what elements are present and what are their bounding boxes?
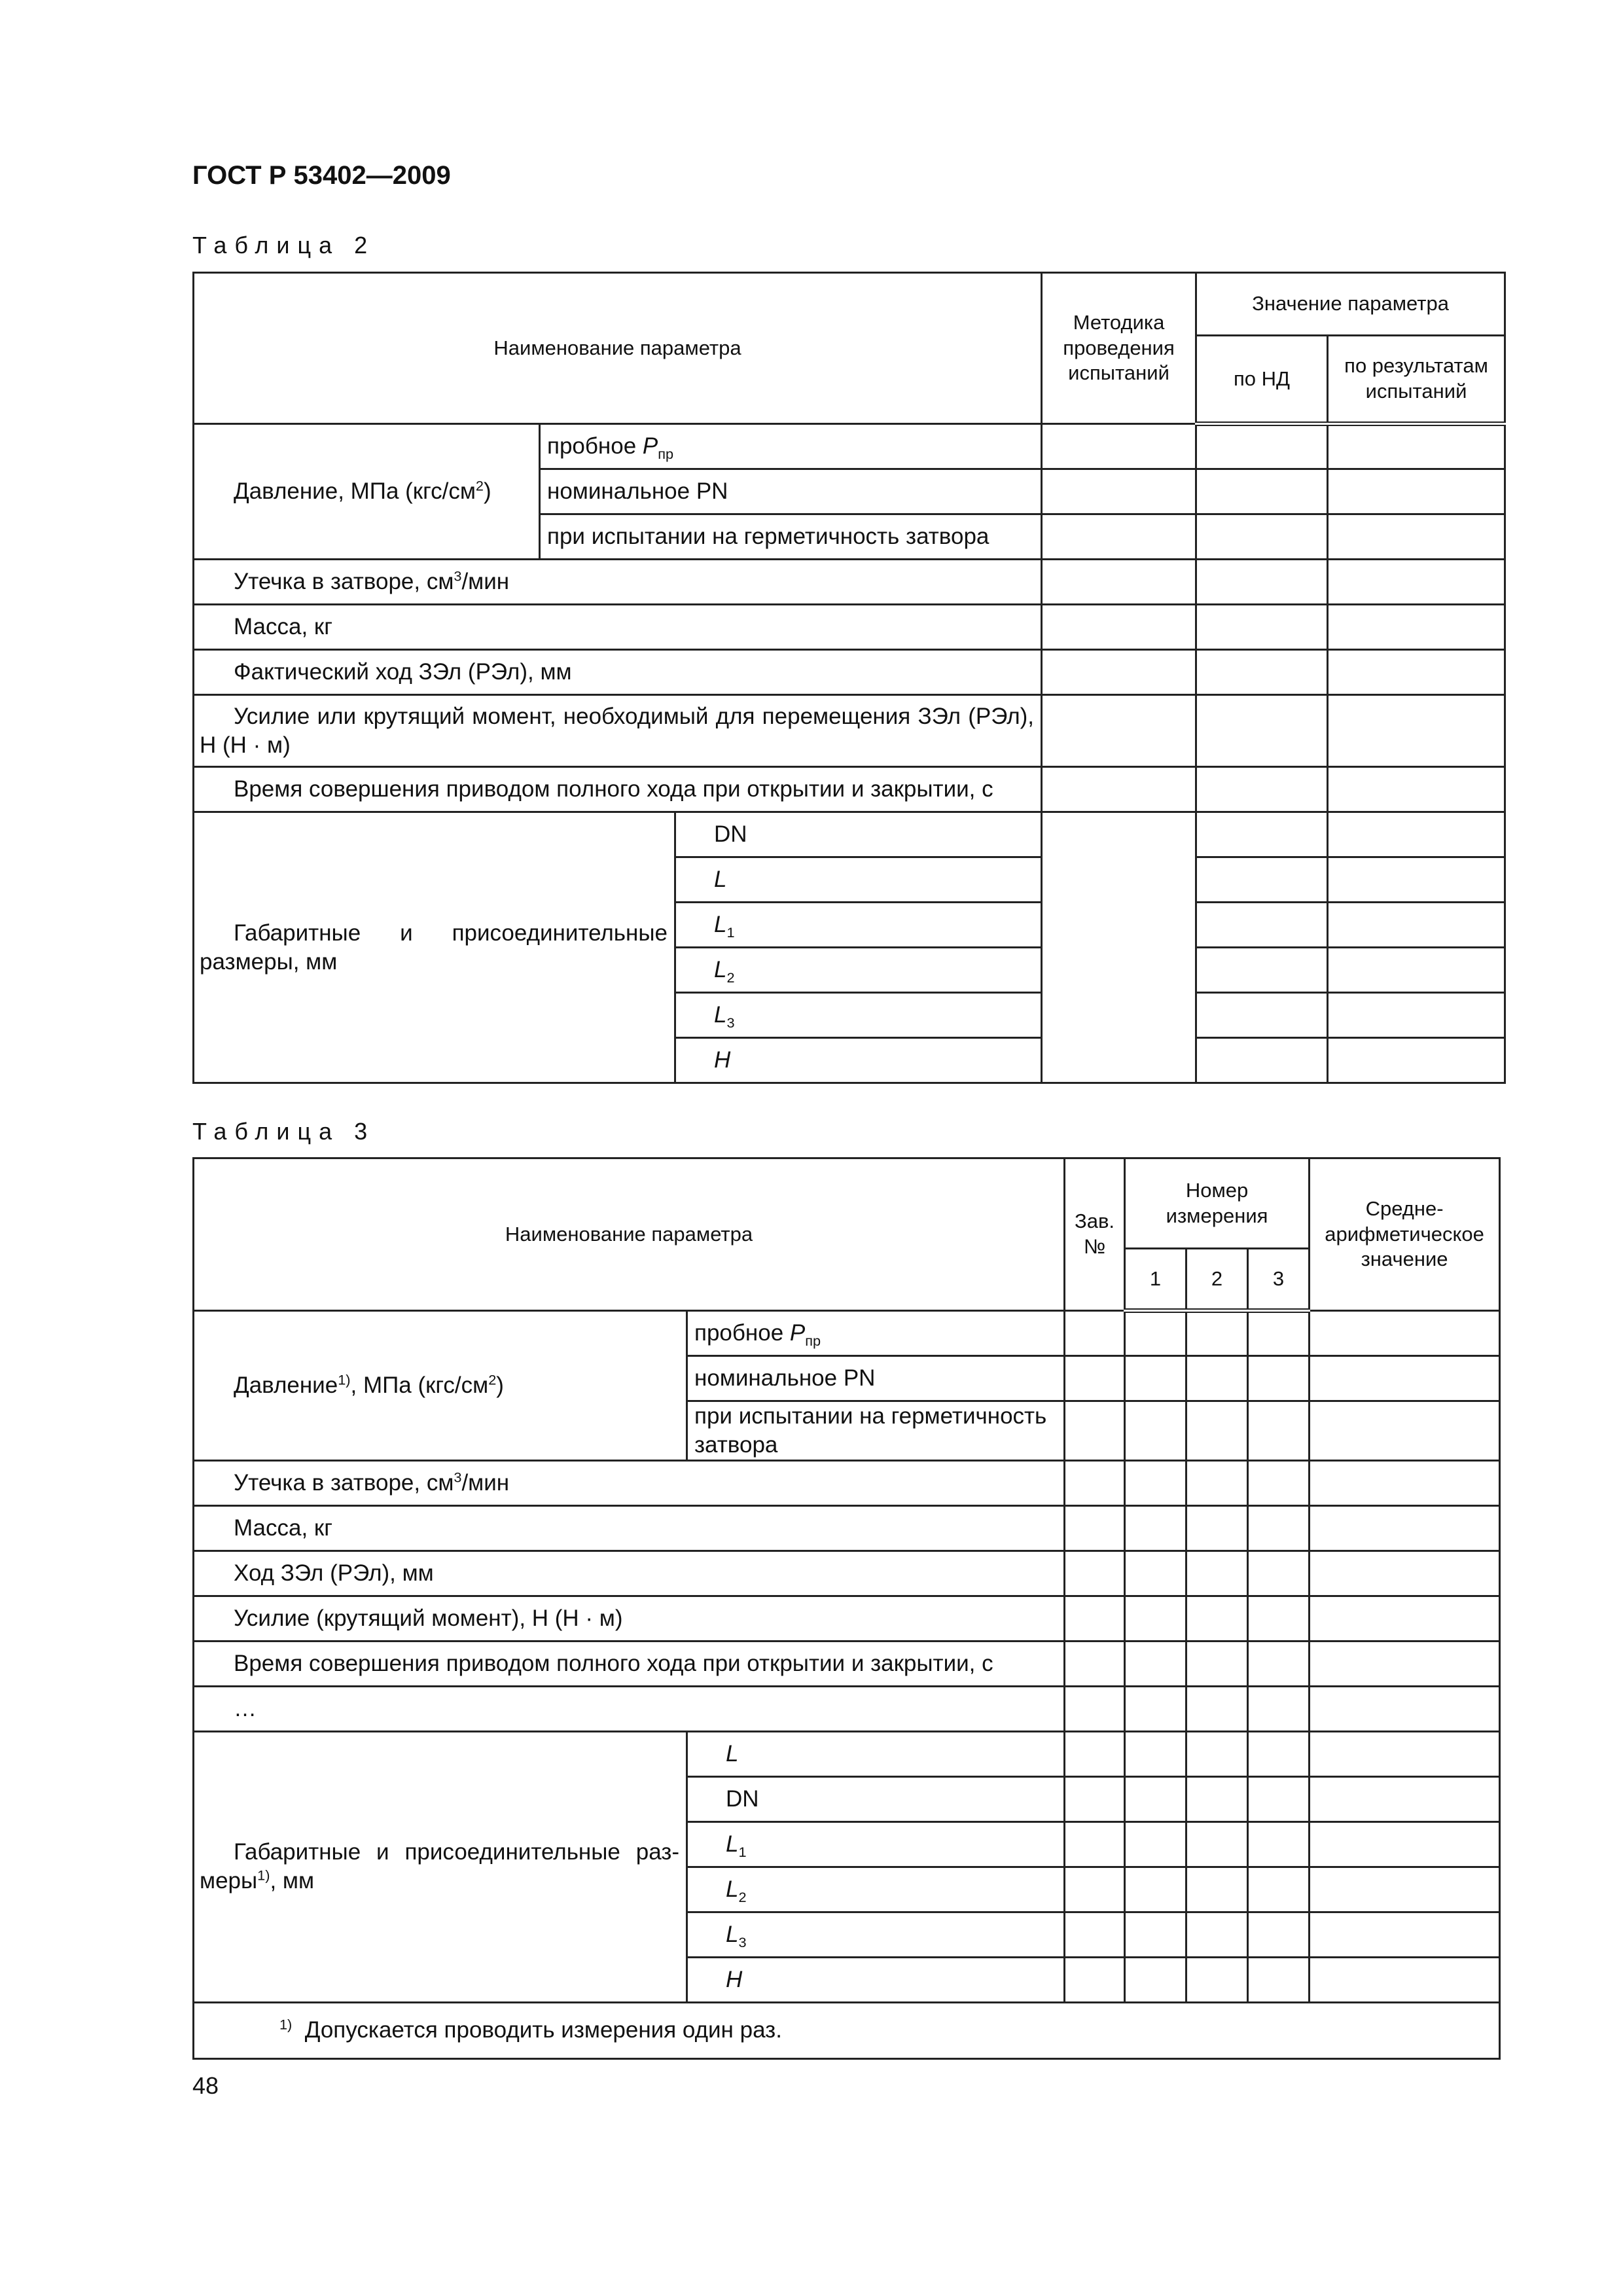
- table-2-dim-dn: DN: [675, 812, 1042, 857]
- table-3-mass: Масса, кг: [194, 1505, 1065, 1551]
- table-2-pressure-label: Давление, МПа $(кгс/см^2)$: [194, 424, 540, 560]
- table-2-pressure-trial: пробное $P_{пр}$: [540, 424, 1042, 469]
- table-2-dim-l1: $L_1$: [675, 903, 1042, 948]
- table-2-dim-h: H: [675, 1038, 1042, 1083]
- table-3-header-m2: 2: [1186, 1249, 1248, 1311]
- table-2-header-value: Значение параметра: [1196, 273, 1505, 336]
- table-3-ellipsis: …: [194, 1686, 1065, 1731]
- table-2-dims-label: Габаритные и присоединительные размеры, мм: [194, 812, 675, 1083]
- table-2-caption: Таблица 2: [192, 232, 376, 259]
- table-3-header-serial: Зав. №: [1065, 1158, 1125, 1311]
- table-2-header-name: Наименование параметра: [194, 273, 1042, 424]
- table-3-pressure-nominal: номинальное PN: [687, 1356, 1065, 1401]
- table-2: [192, 272, 1506, 1084]
- table-3-pressure-label: Давление$^{1)}$, МПа $(кгс/см^2)$: [194, 1311, 687, 1461]
- table-3-pressure-trial: пробное $P_{пр}$: [687, 1311, 1065, 1356]
- table-3-header-m1: 1: [1125, 1249, 1186, 1311]
- table-2-pressure-nominal: номинальное PN: [540, 469, 1042, 514]
- table-3-caption: Таблица 3: [192, 1118, 376, 1145]
- table-2-header-by-nd: по НД: [1196, 336, 1328, 424]
- table-3-header-m3: 3: [1248, 1249, 1310, 1311]
- page-number: 48: [192, 2072, 219, 2099]
- table-2-mass: Масса, кг: [194, 605, 1042, 650]
- table-3-header-average: Средне-арифметическое значение: [1310, 1158, 1500, 1311]
- document-header: ГОСТ Р 53402—2009: [192, 161, 451, 190]
- table-3-dim-l: L: [687, 1731, 1065, 1776]
- table-2-force: Усилие или крутящий момент, необходимый для перемещения ЗЭл (РЭл), Н (Н · м): [194, 695, 1042, 767]
- table-3-stroke: Ход ЗЭл (РЭл), мм: [194, 1551, 1065, 1596]
- table-2-dim-l: L: [675, 857, 1042, 903]
- table-3-dim-l3: $L_3$: [687, 1912, 1065, 1957]
- table-3-pressure-tightness: при испытании на герметичность затвора: [687, 1401, 1065, 1461]
- table-3-dims-label: Габаритные и присоединительные раз-меры$^{1)}$, мм: [194, 1731, 687, 2002]
- table-3: [192, 1157, 1501, 2060]
- table-3-force: Усилие (крутящий момент), Н (Н · м): [194, 1596, 1065, 1641]
- table-3-time: Время совершения приводом полного хода при открытии и закрытии, с: [194, 1641, 1065, 1686]
- table-3-dim-l2: $L_2$: [687, 1867, 1065, 1912]
- table-2-header-by-results: по результатам испытаний: [1328, 336, 1505, 424]
- table-3-header-measurement: Номер измерения: [1125, 1158, 1310, 1249]
- table-2-stroke: Фактический ход ЗЭл (РЭл), мм: [194, 650, 1042, 695]
- table-2-leak: Утечка в затворе, $см^3$/мин: [194, 560, 1042, 605]
- table-2-time: Время совершения приводом полного хода при открытии и закрытии, с: [194, 767, 1042, 812]
- table-3-dim-dn: DN: [687, 1776, 1065, 1821]
- table-2-pressure-tightness: при испытании на герметичность затвора: [540, 514, 1042, 560]
- table-3-header-name: Наименование параметра: [194, 1158, 1065, 1311]
- table-3-dim-l1: $L_1$: [687, 1821, 1065, 1867]
- table-3-leak: Утечка в затворе, $см^3$/мин: [194, 1460, 1065, 1505]
- table-2-dim-l3: $L_3$: [675, 993, 1042, 1038]
- table-3-footnote: $^{1)}$ Допускается проводить измерения один раз.: [194, 2002, 1500, 2058]
- table-3-dim-h: H: [687, 1957, 1065, 2002]
- table-2-header-method: Методика проведения испытаний: [1042, 273, 1196, 424]
- table-2-dim-l2: $L_2$: [675, 948, 1042, 993]
